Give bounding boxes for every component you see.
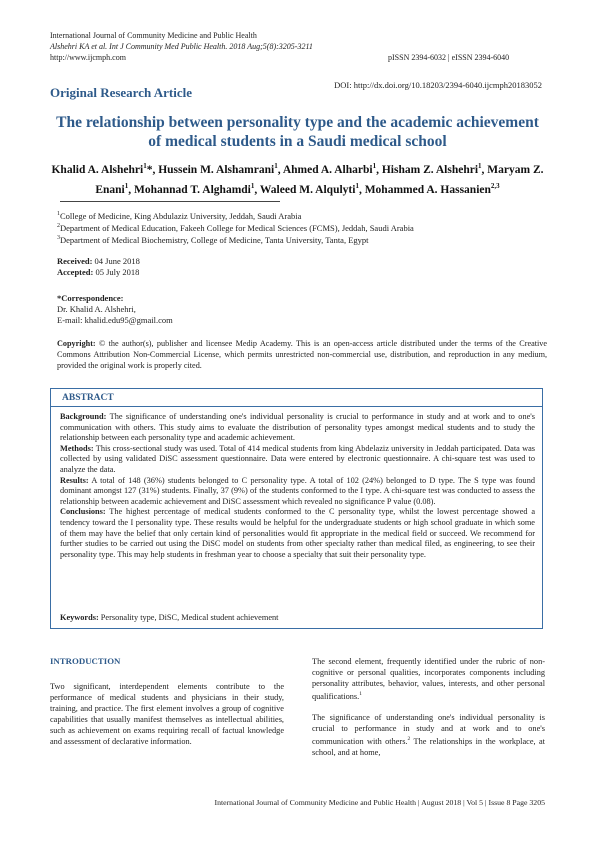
article-type: Original Research Article <box>50 85 193 100</box>
correspondence-name: Dr. Khalid A. Alshehri, <box>57 304 136 314</box>
abstract-background: Background: The significance of understanding one's individual personality is crucial to performance in study and at work and to one's communication with others. This study aims to evaluate the distribution of personality types amongst medical students and to study the relationship between each personality type and academic achievement. <box>60 412 535 443</box>
abstract-body <box>60 412 535 560</box>
abstract-divider <box>51 406 542 407</box>
accepted-date: Accepted: 05 July 2018 <box>57 267 140 277</box>
journal-url[interactable]: http://www.ijcmph.com <box>50 53 126 62</box>
author: Waleed M. Alqulyti$^1$, <box>259 181 365 196</box>
intro-left-column <box>50 656 284 757</box>
author: Mohannad T. Alghamdi$^1$, <box>134 181 260 196</box>
citation-line: Alshehri KA et al. Int J Community Med Public Health. 2018 Aug;5(8):3205-3211 <box>50 42 313 51</box>
paper-title: The relationship between personality type and the academic achievement of medical students in a Saudi medical school <box>56 114 539 150</box>
issn-line: pISSN 2394-6032 | eISSN 2394-6040 <box>388 53 510 62</box>
affiliation: $^3$Department of Medical Biochemistry, College of Medicine, Tanta University, Tanta, Egypt <box>57 234 369 245</box>
correspondence-email[interactable]: E-mail: khalid.edu95@gmail.com <box>57 315 173 325</box>
correspondence <box>57 293 173 326</box>
intro-paragraph: Two significant, interdependent elements contribute to the performance of medical students and physicians in their study, training, and practice. The first element involves a group of cognitive capabilities that usually manifest themselves as intellectual abilities, such as achievement on exams requiring recall of factual knowledge and assessment of declarative information. <box>50 682 284 746</box>
author: Maryam Z. Enani$^1$, <box>95 163 544 196</box>
author-list <box>50 158 545 198</box>
affiliation: $^2$Department of Medical Education, Fakeeh College for Medical Sciences (FCMS), Jeddah, Saudi Arabia <box>57 222 414 233</box>
author-divider <box>60 201 280 202</box>
intro-heading: INTRODUCTION <box>50 656 121 666</box>
intro-paragraph: The second element, frequently identified under the rubric of non-cognitive or personal qualities, incorporates components including personality attributes, behavior, values, interests, and other personal qualifications.$^1$ <box>312 657 545 701</box>
abstract-heading: ABSTRACT <box>62 393 114 403</box>
author: Hisham Z. Alshehri$^1$, <box>381 162 488 176</box>
author: Mohammed A. Hassanien$^{2,3}$ <box>364 181 500 196</box>
author: Khalid A. Alshehri$^1$*, <box>51 162 159 176</box>
received-date: Received: 04 June 2018 <box>57 256 140 266</box>
doi-link[interactable]: DOI: http://dx.doi.org/10.18203/2394-6040.ijcmph20183052 <box>334 80 542 90</box>
intro-paragraph: The significance of understanding one's individual personality is crucial to performance in study and at work and to one's communication with others.$^2$ The relationships in the workplace, at school, and at home, <box>312 712 545 757</box>
abstract-conclusions: Conclusions: The highest percentage of medical students conformed to the C personality type, whilst the lowest percentage showed a tendency toward the I personality type. These results would be helpful for the undergraduate students or high school graduate in which some of them may have the belief that only certain kind of personalities would fit appropriate in the medical field or succeed. We recommend for further studies to be carried out using the DiSC model on students from other specialty rather than medical filed, as engineering, to see their personality type. This may help students in freshman year to choose a specialty that suit their personality type. <box>60 507 535 559</box>
author: Ahmed A. Alharbi$^1$, <box>282 162 382 176</box>
affiliation: $^1$College of Medicine, King Abdulaziz University, Jeddah, Saudi Arabia <box>57 210 302 221</box>
copyright-notice: Copyright: © the author(s), publisher and licensee Medip Academy. This is an open-access article distributed under the terms of the Creative Commons Attribution Non-Commercial License, which permits unrestricted non-commercial use, distribution, and reproduction in any medium, provided the original work is properly cited. <box>57 339 547 370</box>
abstract-results: Results: A total of 148 (36%) students belonged to C personality type. A total of 102 (24%) belonged to D type. The S type was found dominant amongst 127 (31%) students. Finally, 37 (9%) of the students conformed to the I type. A chi-square test was conducted to assess the relationship between academic achievement and DiSC assessment which revealed no significance P value (0.08). <box>60 475 535 506</box>
journal-name: International Journal of Community Medicine and Public Health <box>50 31 257 40</box>
correspondence-label: *Correspondence: <box>57 293 124 303</box>
abstract-methods: Methods: This cross-sectional study was used. Total of 414 medical students from king Abdelaziz university in Jeddah participated. Data was collected by using validated DiSC assessment questionnaire. Data were entered by electronic questionnaire. A chi-square test was used to analyze the data. <box>60 443 535 474</box>
author: Hussein M. Alshamrani$^1$, <box>158 162 283 176</box>
keywords: Keywords: Personality type, DiSC, Medical student achievement <box>60 613 279 622</box>
intro-right-column <box>312 656 545 768</box>
page-footer: International Journal of Community Medicine and Public Health | August 2018 | Vol 5 | Issue 8 Page 3205 <box>214 798 545 807</box>
